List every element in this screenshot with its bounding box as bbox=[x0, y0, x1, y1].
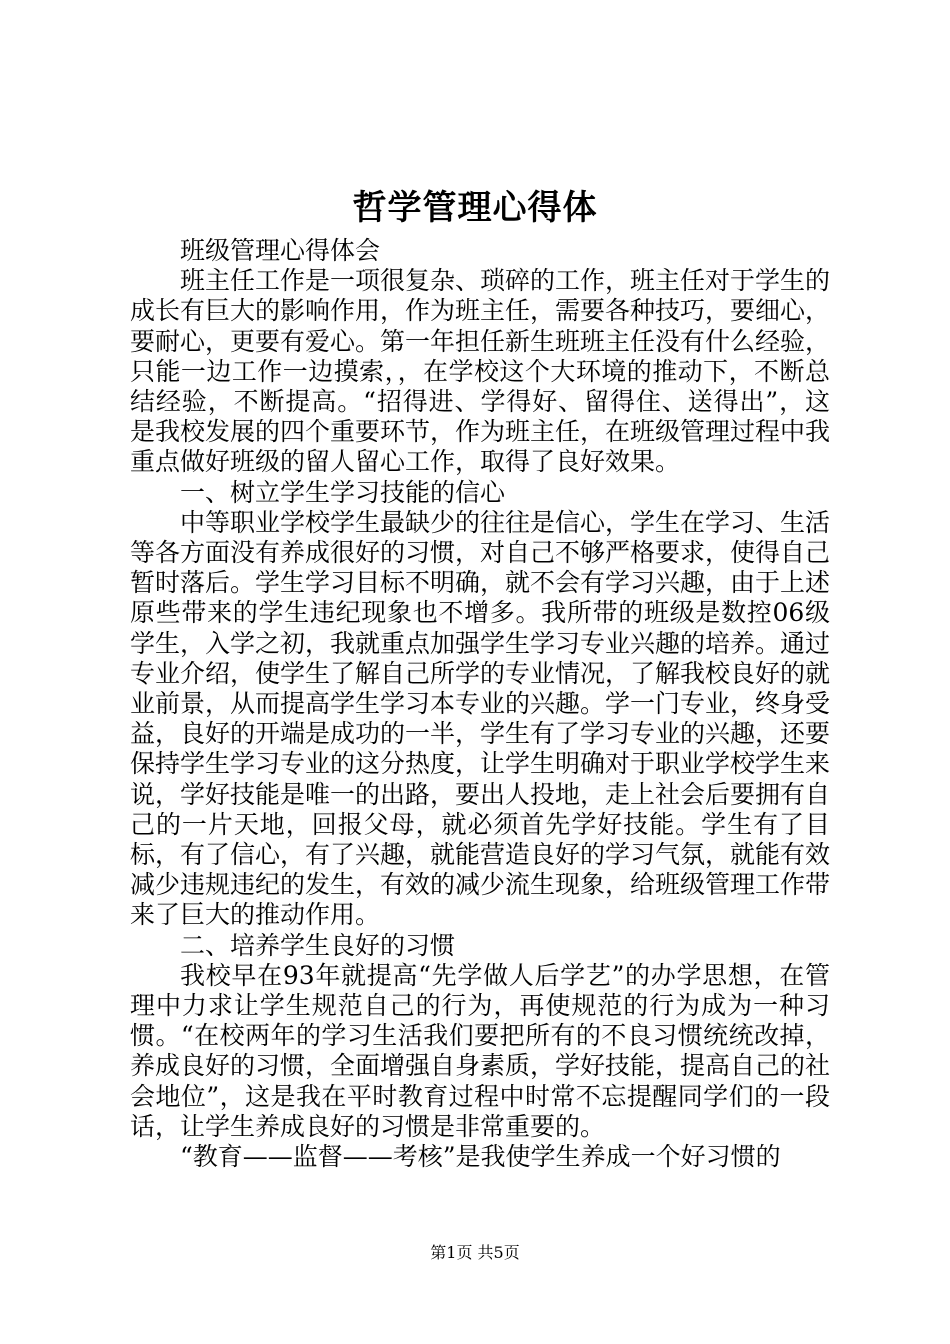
paragraph-intro: 班主任工作是一项很复杂、琐碎的工作，班主任对于学生的成长有巨大的影响作用，作为班主任，需要各种技巧，要细心，要耐心，更要有爱心。第一年担任新生班班主任没有什么经验，只能一边工作一边摸索，，在学校这个大环境的推动下，不断总结经验，不断提高。“招得进、学得好、留得住、送得出”，这是我校发展的四个重要环节，作为班主任，在班级管理过程中我重点做好班级的留人留心工作，取得了良好效果。 bbox=[130, 266, 831, 477]
paragraph-section-2: 我校早在93年就提高“先学做人后学艺”的办学思想，在管理中力求让学生规范自己的行为，再使规范的行为成为一种习惯。“在校两年的学习生活我们要把所有的不良习惯统统改掉，养成良好的习惯，全面增强自身素质，学好技能，提高自己的社会地位”，这是我在平时教育过程中时常不忘提醒同学们的一段话，让学生养成良好的习惯是非常重要的。 bbox=[130, 960, 831, 1141]
paragraph-section-2-cont: “教育——监督——考核”是我使学生养成一个好习惯的 bbox=[180, 1142, 781, 1172]
section-heading-1: 一、树立学生学习技能的信心 bbox=[180, 477, 506, 507]
paragraph-section-1: 中等职业学校学生最缺少的往往是信心，学生在学习、生活等各方面没有养成很好的习惯，对自己不够严格要求，使得自己暂时落后。学生学习目标不明确，就不会有学习兴趣，由于上述原些带来的学生违纪现象也不增多。我所带的班级是数控06级学生，入学之初，我就重点加强学生学习专业兴趣的培养。通过专业介绍，使学生了解自己所学的专业情况，了解我校良好的就业前景，从而提高学生学习本专业的兴趣。学一门专业，终身受益，良好的开端是成功的一半，学生有了学习专业的兴趣，还要保持学生学习专业的这分热度，让学生明确对于职业学校学生来说，学好技能是唯一的出路，要出人投地，走上社会后要拥有自己的一片天地，回报父母，就必须首先学好技能。学生有了目标，有了信心，有了兴趣，就能营造良好的学习气氛，就能有效减少违规违纪的发生，有效的减少流生现象，给班级管理工作带来了巨大的推动作用。 bbox=[130, 507, 831, 930]
section-heading-2: 二、培养学生良好的习惯 bbox=[180, 930, 456, 960]
document-title: 哲学管理心得体 bbox=[352, 188, 598, 228]
document-body bbox=[130, 236, 830, 1172]
page-footer: 第1页 共5页 bbox=[430, 1243, 520, 1262]
paragraph-subtitle: 班级管理心得体会 bbox=[180, 236, 381, 265]
